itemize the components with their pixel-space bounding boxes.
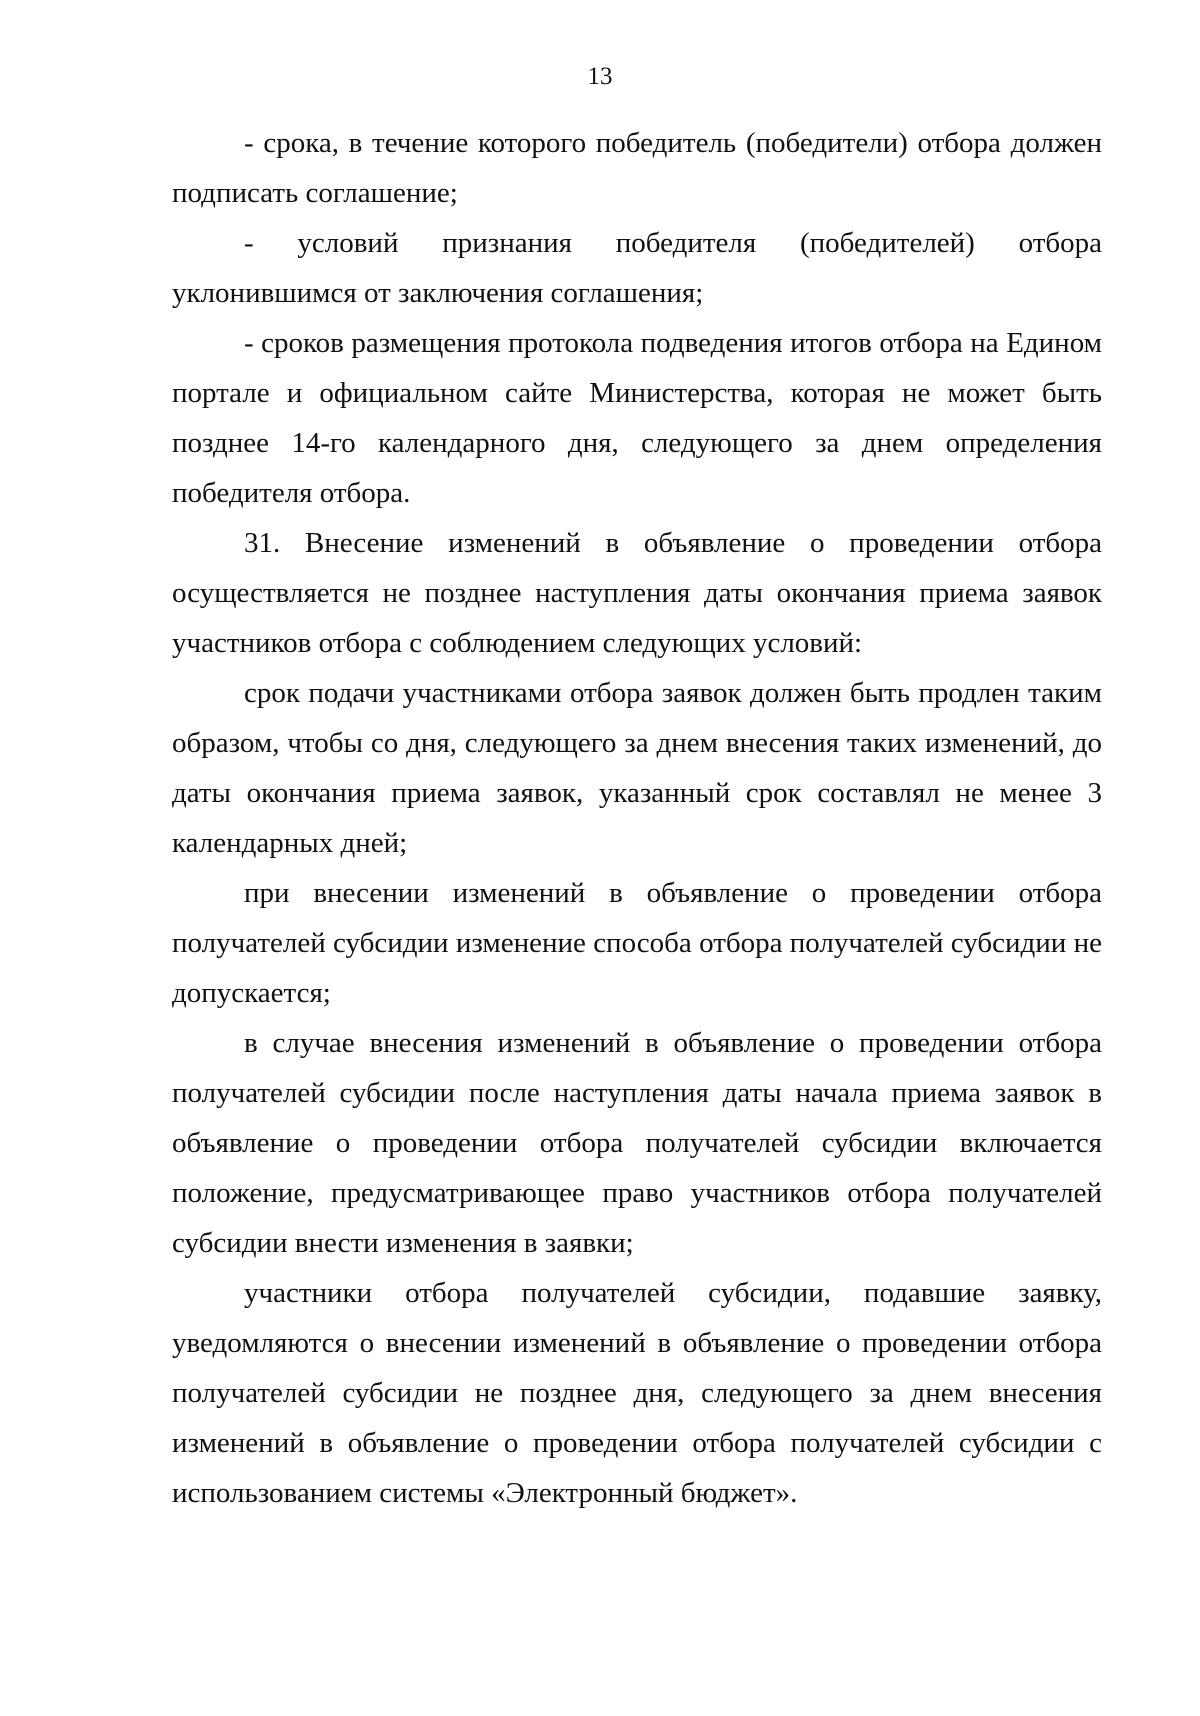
- paragraph-protocol-publication: - сроков размещения протокола подведения итогов отбора на Едином портале и официальном сайте Министерства, которая не может быть позднее 14-го календарного дня, следующего за днем определения победителя отбора.: [172, 327, 1102, 509]
- paragraph-evasion-conditions: - условий признания победителя (победителей) отбора уклонившимся от заключения соглашения;: [172, 227, 1102, 309]
- paragraph-notification: участники отбора получателей субсидии, подавшие заявку, уведомляются о внесении изменений в объявление о проведении отбора получателей субсидии не позднее дня, следующего за днем внесения изменений в объявление о проведении отбора получателей субсидии с использованием системы «Электронный бюджет».: [172, 1277, 1102, 1509]
- paragraph-deadline-extension: срок подачи участниками отбора заявок должен быть продлен таким образом, чтобы со дня, следующего за днем внесения таких изменений, до даты окончания приема заявок, указанный срок составлял не менее 3 календарных дней;: [172, 677, 1102, 859]
- document-body: [172, 118, 1102, 1518]
- page-number: 13: [587, 63, 613, 90]
- paragraph-signing-deadline: - срока, в течение которого победитель (победители) отбора должен подписать соглашение;: [172, 127, 1102, 209]
- paragraph-right-to-amend: в случае внесения изменений в объявление о проведении отбора получателей субсидии после наступления даты начала приема заявок в объявление о проведении отбора получателей субсидии включается положение, предусматривающее право участников отбора получателей субсидии внести изменения в заявки;: [172, 1027, 1102, 1259]
- paragraph-clause-31: 31. Внесение изменений в объявление о проведении отбора осуществляется не позднее наступления даты окончания приема заявок участников отбора с соблюдением следующих условий:: [172, 527, 1102, 659]
- paragraph-method-unchanged: при внесении изменений в объявление о проведении отбора получателей субсидии изменение способа отбора получателей субсидии не допускается;: [172, 877, 1102, 1009]
